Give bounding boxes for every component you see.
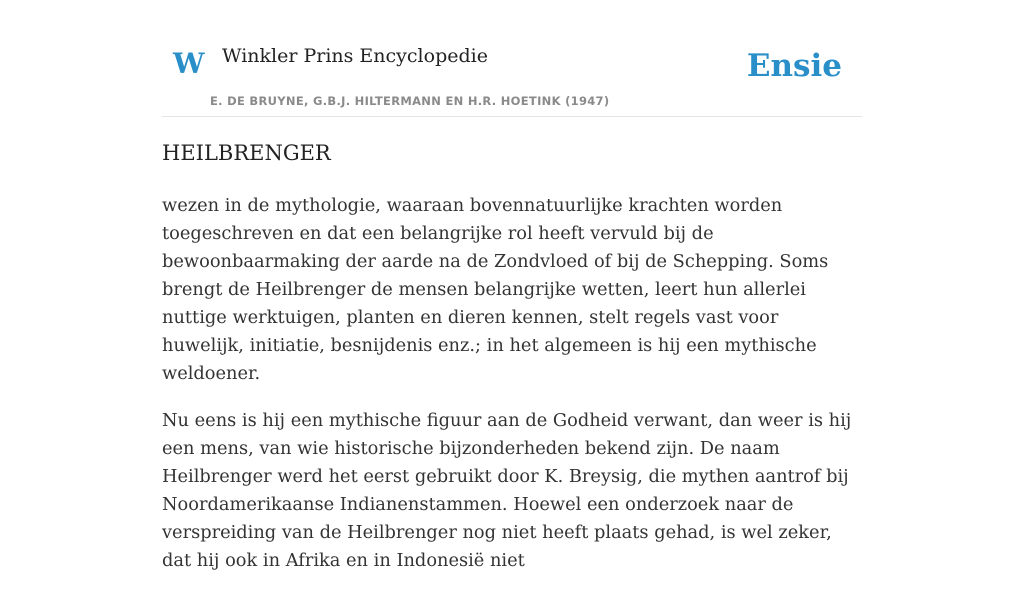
publication-authors: E. DE BRUYNE, G.B.J. HILTERMANN EN H.R. HOETINK (1947) [210, 94, 610, 108]
header [162, 0, 862, 117]
publication-title[interactable]: Winkler Prins Encyclopedie [222, 45, 488, 67]
article-body [162, 192, 862, 594]
article-paragraph: Nu eens is hij een mythische figuur aan de Godheid verwant, dan weer is hij een mens, van wie historische bijzonderheden bekend zijn. De naam Heilbrenger werd het eerst gebruikt door K. Breysig, die mythen aantrof bij Noordamerikaanse Indianenstammen. Hoewel een onderzoek naar de verspreiding van de Heilbrenger nog niet heeft plaats gehad, is wel zeker, dat hij ook in Afrika en in Indonesië niet [162, 410, 852, 571]
ensie-logo[interactable]: Ensie [746, 48, 842, 84]
publication-logo-icon[interactable]: W [173, 47, 205, 80]
article-paragraph: wezen in de mythologie, waaraan bovennatuurlijke krachten worden toegeschreven en dat een belangrijke rol heeft vervuld bij de bewoonbaarmaking der aarde na de Zondvloed of bij de Schepping. Soms brengt de Heilbrenger de mensen belangrijke wetten, leert hun allerlei nuttige werktuigen, planten en dieren kennen, stelt regels vast voor huwelijk, initiatie, besnijdenis enz.; in het algemeen is hij een mythische weldoener. [162, 195, 829, 384]
article-title: HEILBRENGER [162, 141, 331, 165]
